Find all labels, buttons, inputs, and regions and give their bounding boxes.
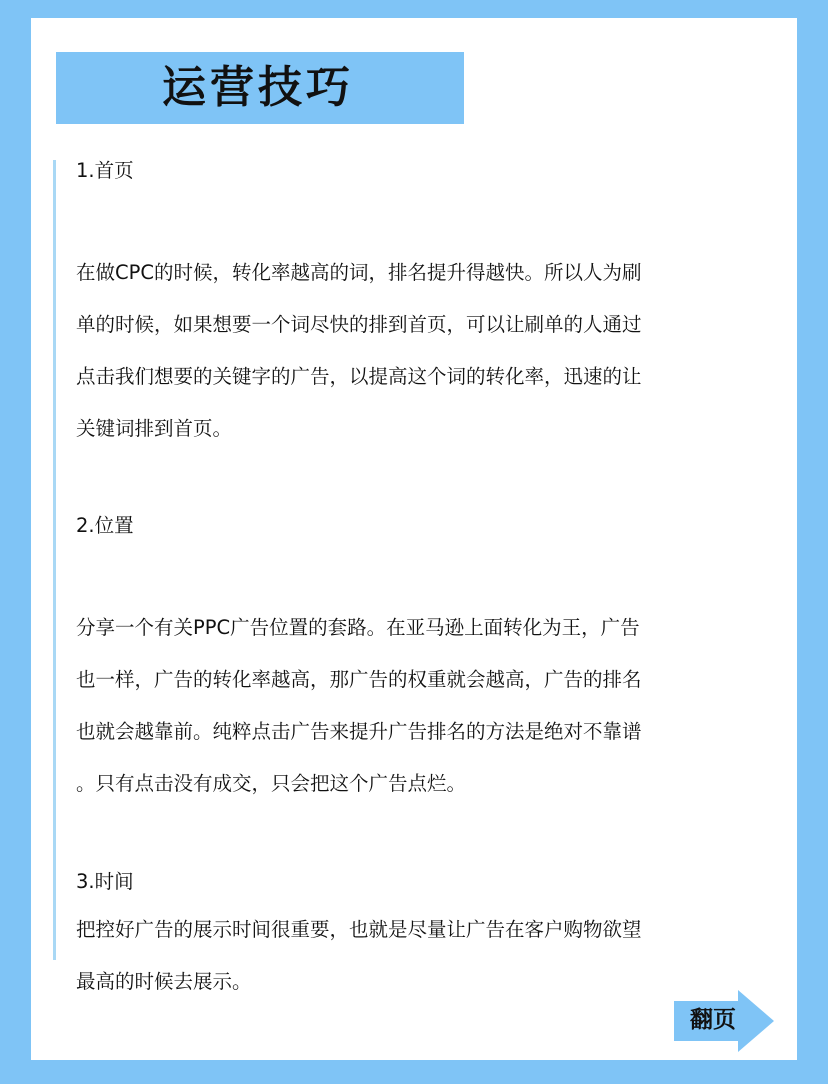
section-paragraph-position (76, 614, 642, 822)
paragraph-line: 。只有点击没有成交，只会把这个广告点烂。 (76, 772, 467, 795)
paragraph-line: 单的时候，如果想要一个词尽快的排到首页，可以让刷单的人通过 (76, 313, 642, 336)
left-accent-line (53, 160, 56, 960)
section-heading-position: 2.位置 (76, 514, 134, 537)
paragraph-line: 把控好广告的展示时间很重要，也就是尽量让广告在客户购物欲望 (76, 918, 642, 941)
paragraph-line: 也就会越靠前。纯粹点击广告来提升广告排名的方法是绝对不靠谱 (76, 720, 642, 743)
paragraph-line: 在做CPC的时候，转化率越高的词，排名提升得越快。所以人为刷 (76, 261, 642, 284)
section-paragraph-home (76, 259, 642, 467)
section-paragraph-time (76, 916, 642, 1020)
paragraph-line: 最高的时候去展示。 (76, 970, 252, 993)
section-heading-home: 1.首页 (76, 159, 134, 182)
page-title: 运营技巧 (162, 62, 354, 113)
next-page-button[interactable] (674, 990, 774, 1052)
paragraph-line: 点击我们想要的关键字的广告，以提高这个词的转化率，迅速的让 (76, 365, 642, 388)
paragraph-line: 关键词排到首页。 (76, 417, 233, 440)
section-heading-time: 3.时间 (76, 870, 134, 893)
title-banner (56, 52, 464, 124)
content-card (31, 18, 797, 1060)
next-page-label: 翻页 (690, 1007, 736, 1033)
paragraph-line: 分享一个有关PPC广告位置的套路。在亚马逊上面转化为王，广告 (76, 616, 640, 639)
paragraph-line: 也一样，广告的转化率越高，那广告的权重就会越高，广告的排名 (76, 668, 642, 691)
